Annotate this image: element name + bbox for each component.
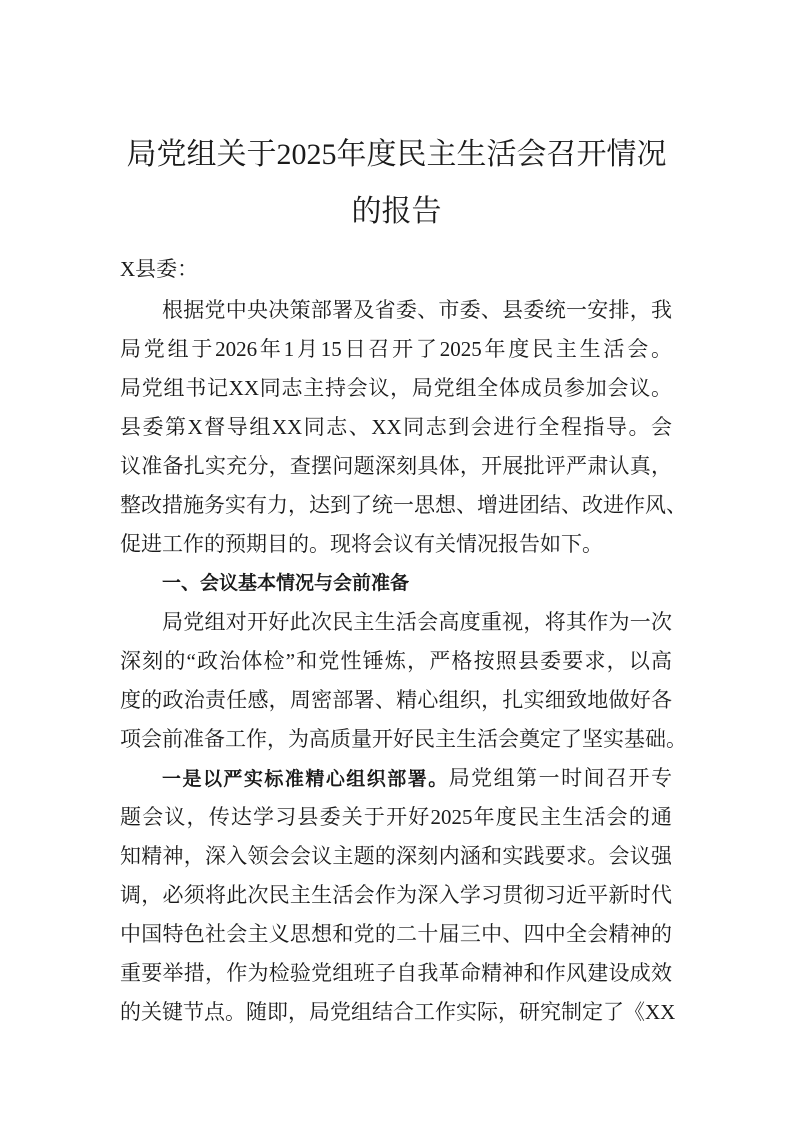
para-text: 题会议， [120, 805, 209, 829]
para-line: 知精神，深入领会会议主题的深刻内涵和实践要求。会议强 [120, 844, 672, 868]
para-line: 议准备扎实充分，查摆问题深刻具体，开展批评严肃认真， [120, 454, 672, 478]
para-line [120, 802, 672, 832]
para-line: 度的政治责任感，周密部署、精心组织，扎实细致地做好各 [120, 688, 672, 712]
point-heading: 一是以严实标准精心组织部署。 [162, 768, 449, 790]
para-line: 调，必须将此次民主生活会作为深入学习贯彻习近平新时代 [120, 883, 672, 907]
para-line: 局党组书记XX同志主持会议，局党组全体成员参加会议。 [120, 376, 672, 400]
para-line: 根据党中央决策部署及省委、市委、县委统一安排，我 [162, 298, 672, 322]
para-line: 县委第X督导组XX同志、XX同志到会进行全程指导。会 [120, 415, 672, 439]
doc-title-line-2: 的报告 [351, 195, 442, 228]
para-line: 促进工作的预期目的。现将会议有关情况报告如下。 [120, 532, 603, 556]
para-line: 整改措施务实有力，达到了统一思想、增进团结、改进作风、 [120, 493, 687, 517]
para-line: 局党组于2026年1月15日召开了2025年度民主生活会。 [120, 337, 672, 361]
para-line: 项会前准备工作，为高质量开好民主生活会奠定了坚实基础。 [120, 727, 687, 751]
para-line: 深刻的“政治体检”和党性锤炼，严格按照县委要求，以高 [120, 649, 672, 673]
point-line [120, 763, 672, 793]
point-text: 局党组第一时间召开专 [448, 766, 672, 790]
salutation: X县委： [120, 257, 199, 281]
para-line: 中国特色社会主义思想和党的二十届三中、四中全会精神的 [120, 922, 672, 946]
section-heading: 一、会议基本情况与会前准备 [162, 572, 410, 594]
para-line: 重要举措，作为检验党组班子自我革命精神和作风建设成效 [120, 961, 672, 985]
para-text: 传达学习县委关于开好2025年度民主生活会的通 [208, 805, 673, 829]
para-line: 的关键节点。随即，局党组结合工作实际，研究制定了《XX [120, 1000, 676, 1024]
doc-title-line-1: 局党组关于2025年度民主生活会召开情况 [126, 138, 667, 171]
para-line: 局党组对开好此次民主生活会高度重视，将其作为一次 [162, 610, 672, 634]
